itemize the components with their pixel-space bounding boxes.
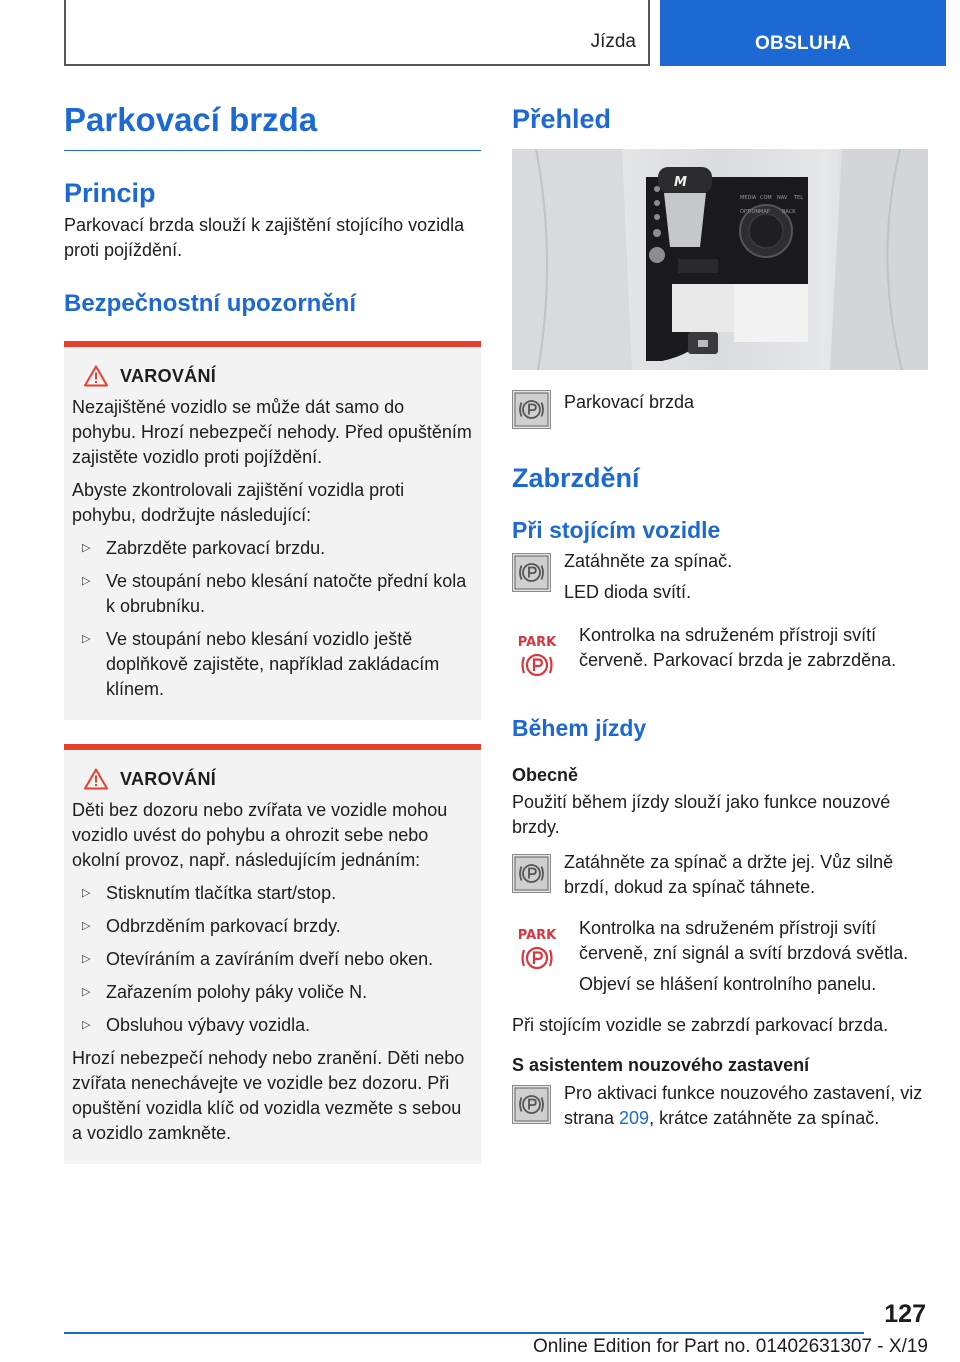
warning1-paragraph-1: Nezajištěné vozidlo se může dát samo do pohybu. Hrozí nebezpečí nehody. Před opuštěním zajistěte vozidlo proti pojíždění. bbox=[72, 397, 472, 467]
list-item: ▷ Ve stoupání nebo klesání vozidlo ještě doplňkově zajistěte, například zakládacím klínem. bbox=[72, 627, 473, 702]
list-item: ▷ Ve stoupání nebo klesání natočte přední kola k obrubníku. bbox=[72, 569, 473, 619]
heading-apply: Zabrzdění bbox=[512, 463, 640, 493]
warning1-list bbox=[72, 536, 473, 702]
footer-edition: Online Edition for Part no. 01402631307 - X/19 bbox=[532, 1336, 928, 1357]
stationary-park-text: Kontrolka na sdruženém přístroji svítí červeně. Parkovací brzda je zabrzděna. bbox=[579, 625, 897, 670]
console-illustration bbox=[512, 149, 928, 370]
stationary-park-row bbox=[512, 623, 928, 681]
parking-brake-switch-icon bbox=[512, 553, 551, 592]
triangle-bullet-icon: ▷ bbox=[82, 542, 91, 554]
right-column bbox=[512, 100, 928, 1131]
list-item: ▷ Obsluhou výbavy vozidla. bbox=[72, 1013, 473, 1038]
warning1-paragraph-2: Abyste zkontrolovali zajištění vozidla proti pohybu, dodržujte následující: bbox=[72, 480, 405, 525]
driving-park-line-2: Objeví se hlášení kontrolního panelu. bbox=[579, 974, 877, 994]
svg-text:COM: COM bbox=[760, 195, 772, 201]
triangle-bullet-icon: ▷ bbox=[82, 953, 91, 965]
warning-box-2 bbox=[64, 744, 481, 1164]
driving-park-row bbox=[512, 916, 928, 1003]
triangle-bullet-icon: ▷ bbox=[82, 887, 91, 899]
svg-text:TEL: TEL bbox=[794, 195, 803, 201]
footer-divider bbox=[64, 1332, 864, 1334]
heading-principle: Princip bbox=[64, 178, 156, 208]
page-number: 127 bbox=[884, 1300, 926, 1328]
driving-park-text bbox=[579, 916, 928, 1003]
heading-stationary: Při stojícím vozidle bbox=[512, 517, 721, 543]
stop-text: Při stojícím vozidle se zabrzdí parkovací brzda. bbox=[512, 1015, 889, 1035]
warning-header-1 bbox=[84, 365, 473, 387]
list-item: ▷ Stisknutím tlačítka start/stop. bbox=[72, 881, 473, 906]
driving-switch-text: Zatáhněte za spínač a držte jej. Vůz silně brzdí, dokud za spínač táhnete. bbox=[564, 852, 894, 897]
svg-text:PARK: PARK bbox=[517, 928, 557, 943]
warning-box-1 bbox=[64, 341, 481, 720]
warning2-paragraph-2: Hrozí nebezpečí nehody nebo zranění. Děti nebo zvířata nenechávejte ve vozidle bez dozoru. Při opuštění vozidla klíč od vozidla vezměte s sebou a vozidlo zamkněte. bbox=[72, 1048, 465, 1143]
page-title: Parkovací brzda bbox=[64, 100, 481, 151]
principle-text: Parkovací brzda slouží k zajištění stojícího vozidla proti pojíždění. bbox=[64, 215, 465, 260]
assist-row bbox=[512, 1081, 928, 1131]
triangle-bullet-icon: ▷ bbox=[82, 575, 91, 587]
caption-row bbox=[512, 390, 928, 429]
header-section-box bbox=[64, 0, 650, 66]
svg-text:BACK: BACK bbox=[782, 209, 796, 215]
heading-overview: Přehled bbox=[512, 104, 612, 134]
parking-brake-switch-icon bbox=[512, 390, 551, 429]
triangle-bullet-icon: ▷ bbox=[82, 633, 91, 645]
list-item: ▷ Otevíráním a zavíráním dveří nebo oken. bbox=[72, 947, 473, 972]
center-console-photo bbox=[512, 149, 928, 370]
parking-brake-switch-icon bbox=[512, 854, 551, 893]
brand-m-logo: M bbox=[674, 175, 687, 190]
triangle-bullet-icon: ▷ bbox=[82, 986, 91, 998]
parking-brake-switch-icon bbox=[512, 1085, 551, 1124]
svg-text:MAP: MAP bbox=[759, 209, 770, 215]
warning-label-2: VAROVÁNÍ bbox=[120, 768, 217, 789]
warning2-paragraph-1: Děti bez dozoru nebo zvířata ve vozidle mohou vozidlo uvést do pohybu a ohrozit sebe nebo okolní provoz, např. následujícím jednáním: bbox=[72, 800, 448, 870]
warning-label-1: VAROVÁNÍ bbox=[120, 365, 217, 386]
svg-text:NAV: NAV bbox=[777, 195, 788, 201]
triangle-bullet-icon: ▷ bbox=[82, 1019, 91, 1031]
list-item: ▷ Zabrzděte parkovací brzdu. bbox=[72, 536, 473, 561]
svg-text:PARK: PARK bbox=[517, 635, 557, 650]
page-link-209[interactable]: 209 bbox=[619, 1108, 650, 1128]
stationary-switch-row bbox=[512, 549, 928, 611]
park-warning-light-icon bbox=[512, 924, 562, 974]
list-item: ▷ Zařazením polohy páky voliče N. bbox=[72, 980, 473, 1005]
park-warning-light-icon bbox=[512, 631, 562, 681]
stationary-led: LED dioda svítí. bbox=[564, 582, 692, 602]
left-column bbox=[64, 100, 481, 1164]
driving-switch-row bbox=[512, 850, 928, 900]
driving-park-line-1: Kontrolka na sdruženém přístroji svítí červeně, zní signál a svítí brzdová světla. bbox=[579, 918, 909, 963]
heading-safety: Bezpečnostní upozornění bbox=[64, 290, 357, 317]
header-section-label: Jízda bbox=[590, 31, 636, 52]
warning-triangle-icon bbox=[84, 365, 108, 387]
header-tab-label: OBSLUHA bbox=[754, 33, 852, 54]
heading-driving: Během jízdy bbox=[512, 715, 647, 741]
stationary-switch-text bbox=[564, 549, 732, 611]
assist-text: Pro aktivaci funkce nouzového zastavení, viz strana 209, krátce zatáhněte za spínač. bbox=[564, 1083, 923, 1128]
header-tab-obsluha[interactable] bbox=[660, 0, 946, 66]
photo-caption: Parkovací brzda bbox=[564, 392, 695, 412]
svg-text:MEDIA: MEDIA bbox=[740, 195, 757, 201]
heading-assist: S asistentem nouzového zastavení bbox=[512, 1055, 810, 1075]
list-item: ▷ Odbrzděním parkovací brzdy. bbox=[72, 914, 473, 939]
stationary-step: Zatáhněte za spínač. bbox=[564, 551, 733, 571]
warning-triangle-icon bbox=[84, 768, 108, 790]
warning-header-2 bbox=[84, 768, 473, 790]
heading-general: Obecně bbox=[512, 765, 579, 785]
general-text: Použití během jízdy slouží jako funkce nouzové brzdy. bbox=[512, 792, 891, 837]
svg-text:OPTION: OPTION bbox=[740, 209, 760, 215]
warning2-list bbox=[72, 881, 473, 1038]
triangle-bullet-icon: ▷ bbox=[82, 920, 91, 932]
